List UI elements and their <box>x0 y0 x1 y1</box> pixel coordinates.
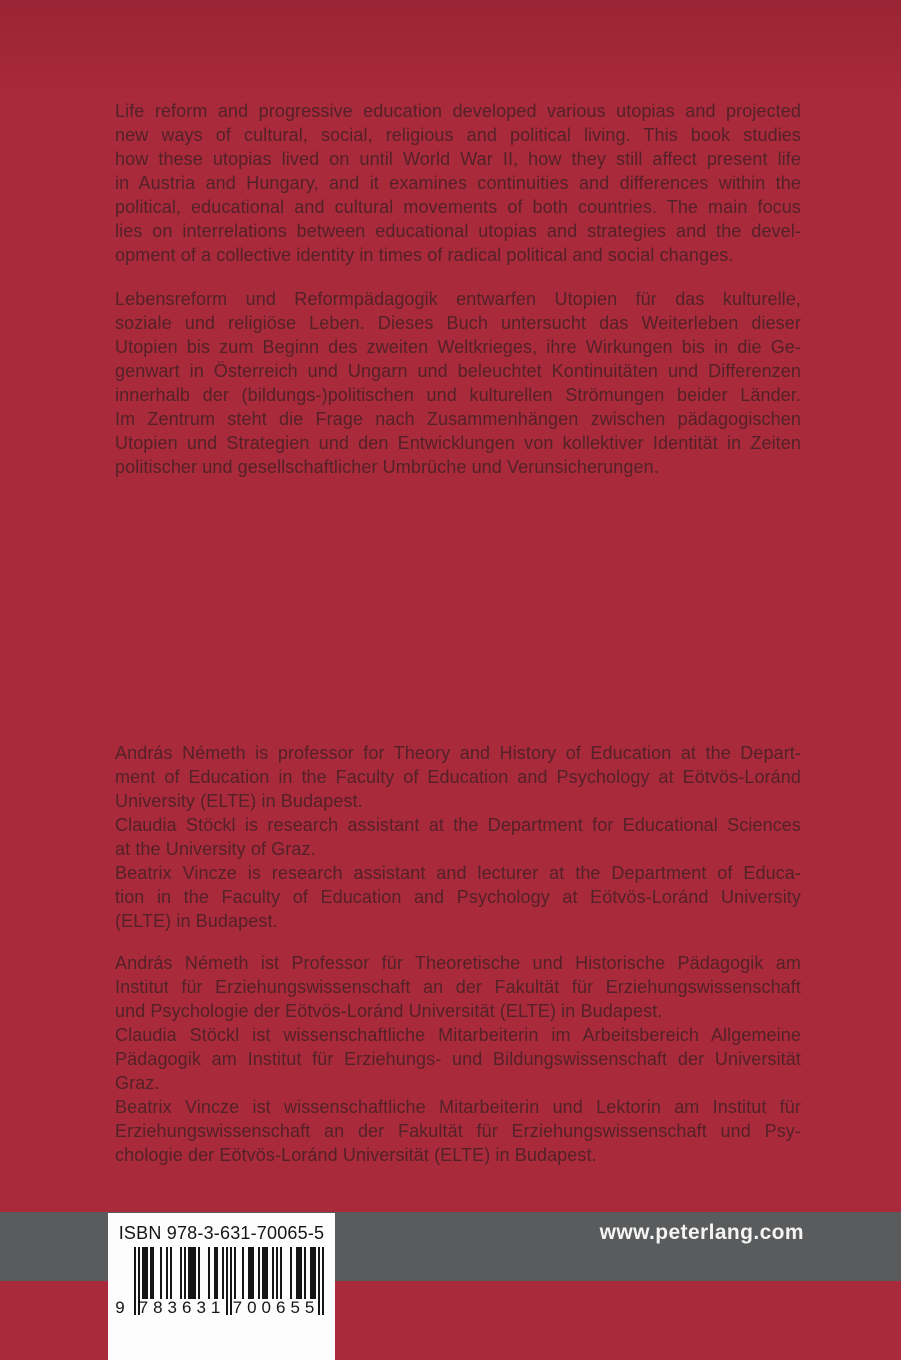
barcode <box>115 1247 324 1319</box>
text-line: Utopien und Strategien und den Entwicklungen von kollektiver Identität in Zeiten <box>115 433 801 453</box>
text-line: at the University of Graz. <box>115 839 316 859</box>
text-line: Erziehungswissenschaft an der Fakultät für Erziehungswissenschaft und Psy- <box>115 1121 801 1141</box>
text-line: und Psychologie der Eötvös-Loránd Universität (ELTE) in Budapest. <box>115 1001 663 1021</box>
synopsis-english <box>115 99 801 267</box>
text-line: Im Zentrum steht die Frage nach Zusammenhängen zwischen pädagogischen <box>115 409 801 429</box>
cover-top-shade <box>0 0 901 100</box>
text-line: Beatrix Vincze ist wissenschaftliche Mitarbeiterin und Lektorin am Institut für <box>115 1097 801 1117</box>
text-line: Claudia Stöckl ist wissenschaftliche Mitarbeiterin im Arbeitsbereich Allgemeine <box>115 1025 801 1045</box>
text-line: chologie der Eötvös-Loránd Universität (ELTE) in Budapest. <box>115 1145 597 1165</box>
text-line: in Austria and Hungary, and it examines continuities and differences within the <box>115 173 801 193</box>
text-line: Life reform and progressive education developed various utopias and projected <box>115 101 801 121</box>
barcode-right-group: 700655 <box>232 1298 320 1317</box>
barcode-first-digit: 9 <box>115 1298 125 1317</box>
text-line: Graz. <box>115 1073 160 1093</box>
barcode-left-group: 783631 <box>138 1298 226 1317</box>
text-line: politischer und gesellschaftlicher Umbrüche und Verunsicherungen. <box>115 457 659 477</box>
text-line: soziale und religiöse Leben. Dieses Buch untersucht das Weiterleben dieser <box>115 313 801 333</box>
isbn-text: ISBN 978-3-631-70065-5 <box>118 1223 325 1243</box>
text-line: Claudia Stöckl is research assistant at the Department for Educational Sciences <box>115 815 801 835</box>
text-line: Beatrix Vincze is research assistant and lecturer at the Department of Educa- <box>115 863 801 883</box>
text-line: Pädagogik am Institut für Erziehungs- und Bildungswissenschaft der Universität <box>115 1049 801 1069</box>
synopsis-german <box>115 287 801 479</box>
text-line: András Németh is professor for Theory and History of Education at the Depart- <box>115 743 801 763</box>
text-line: Utopien bis zum Beginn des zweiten Weltkrieges, ihre Wirkungen bis in die Ge- <box>115 337 801 357</box>
text-line: University (ELTE) in Budapest. <box>115 791 363 811</box>
text-line: political, educational and cultural movements of both countries. The main focus <box>115 197 801 217</box>
text-line: (ELTE) in Budapest. <box>115 911 278 931</box>
text-line: Institut für Erziehungswissenschaft an der Fakultät für Erziehungswissenschaft <box>115 977 801 997</box>
text-line: genwart in Österreich und Ungarn und beleuchtet Kontinuitäten und Differenzen <box>115 361 801 381</box>
text-line: András Németh ist Professor für Theoretische und Historische Pädagogik am <box>115 953 801 973</box>
author-bios-english <box>115 741 801 933</box>
text-line: innerhalb der (bildungs-)politischen und kulturellen Strömungen beider Länder. <box>115 385 801 405</box>
website-url: www.peterlang.com <box>599 1221 804 1244</box>
text-line: lies on interrelations between educational utopias and strategies and the devel- <box>115 221 801 241</box>
isbn-label <box>108 1213 335 1360</box>
text-line: ment of Education in the Faculty of Education and Psychology at Eötvös-Loránd <box>115 767 801 787</box>
text-line: opment of a collective identity in times of radical political and social changes. <box>115 245 734 265</box>
text-line: how these utopias lived on until World War II, how they still affect present life <box>115 149 801 169</box>
author-bios-german <box>115 951 801 1167</box>
text-line: Lebensreform und Reformpädagogik entwarfen Utopien für das kulturelle, <box>115 289 801 309</box>
text-line: new ways of cultural, social, religious and political living. This book studies <box>115 125 801 145</box>
text-line: tion in the Faculty of Education and Psychology at Eötvös-Loránd University <box>115 887 801 907</box>
